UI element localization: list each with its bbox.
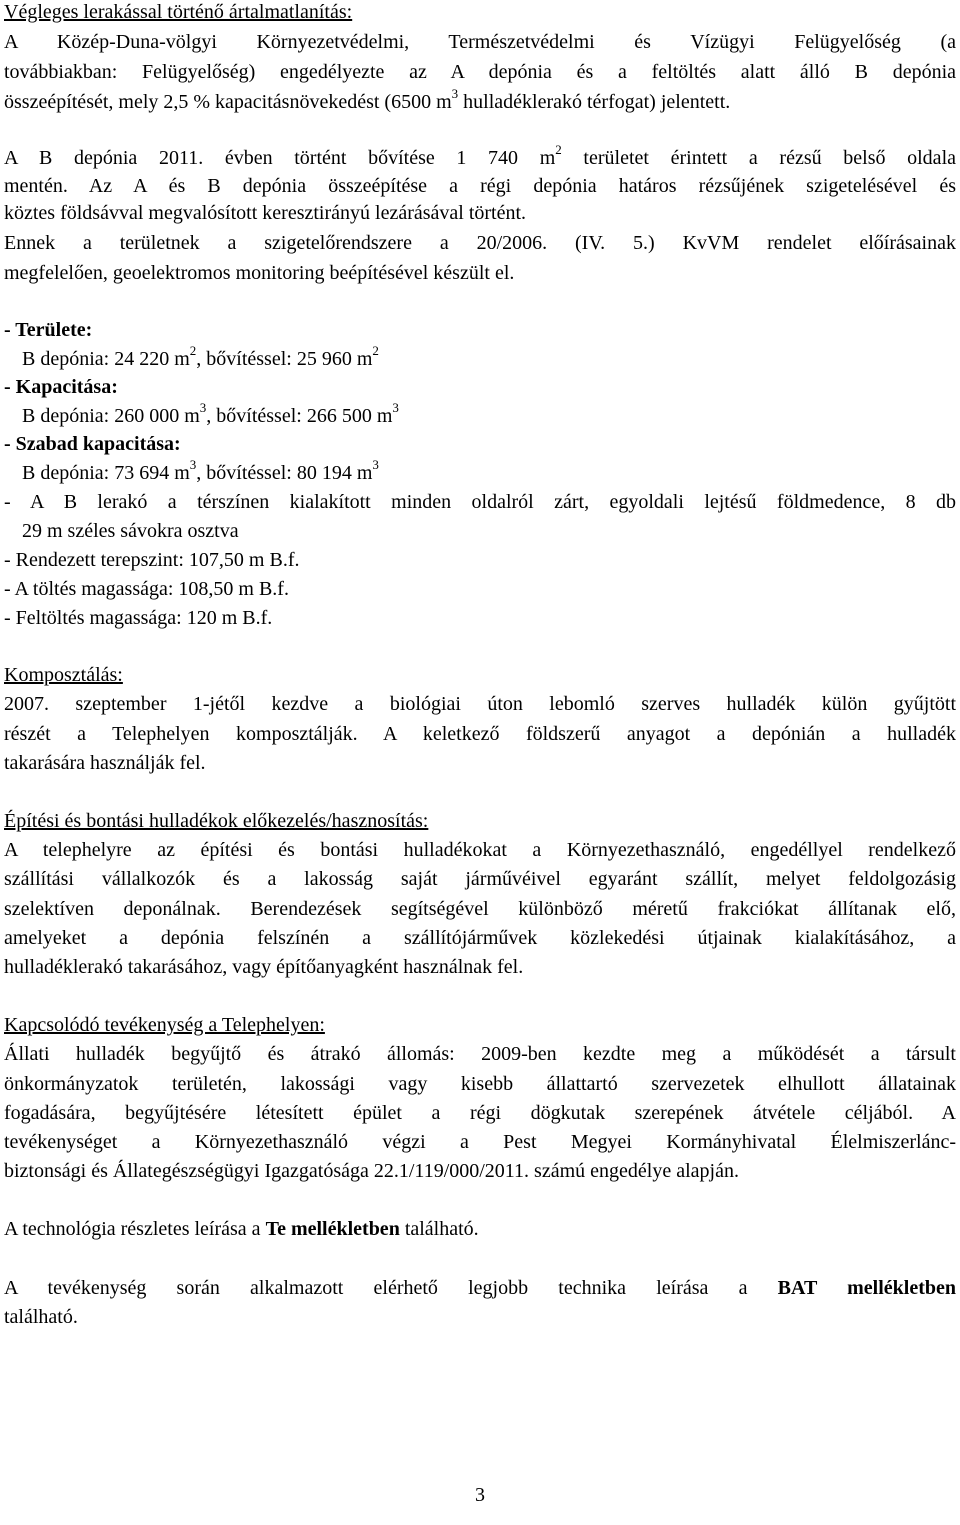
paragraph-line: köztes földsávval megvalósított keresztirányú lezárásával történt. — [4, 202, 527, 224]
spec-value-free-capacity: B depónia: 73 694 $m^3$, bővítéssel: 80 194 $m^3$ — [22, 457, 379, 484]
spec-label-area: - Területe: — [4, 319, 93, 341]
section-heading-final-disposal: Végleges lerakással történő ártalmatlanítás: — [4, 1, 353, 23]
technology-note: A technológia részletes leírása a Te mellékletben található. — [4, 1218, 479, 1240]
paragraph-line: megfelelően, geoelektromos monitoring beépítésével készült el. — [4, 262, 515, 284]
paragraph-line: 2007. szeptember 1-jétől kezdve a biológiai úton lebomló szerves hulladék külön gyűjtött — [4, 693, 956, 715]
section-heading-construction-waste: Építési és bontási hulladékok előkezelés/hasznosítás: — [4, 810, 429, 832]
paragraph-line: A B depónia 2011. évben történt bővítése 1 740 $m^2$ területet érintett a rézsű belső oldala — [4, 142, 956, 169]
spec-label-capacity: - Kapacitása: — [4, 376, 118, 398]
spec-label-free-capacity: - Szabad kapacitása: — [4, 433, 181, 455]
paragraph-line: amelyeket a depónia felszínén a szállítójárművek közlekedési útjainak kialakításához, a — [4, 927, 956, 949]
section-heading-composting: Komposztálás: — [4, 664, 123, 686]
page-number: 3 — [475, 1484, 485, 1506]
paragraph-line: Állati hulladék begyűjtő és átrakó állomás: 2009-ben kezdte meg a működését a társult — [4, 1043, 956, 1065]
spec-bullet-landfill: - A B lerakó a térszínen kialakított minden oldalról zárt, egyoldali lejtésű földmedence, 8 db — [4, 491, 956, 513]
spec-bullet-landfill-cont: 29 m széles sávokra osztva — [22, 520, 239, 542]
bat-note: A tevékenység során alkalmazott elérhető legjobb technika leírása a BAT mellékletben — [4, 1277, 956, 1299]
spec-value-capacity: B depónia: 260 000 $m^3$, bővítéssel: 266 500 $m^3$ — [22, 400, 399, 427]
paragraph-line: szállítási vállalkozók és a lakosság saját járművéivel egyaránt szállít, melyet feldolgozásig — [4, 868, 956, 890]
paragraph-line: tevékenységet a Környezethasználó végzi a Pest Megyei Kormányhivatal Élelmiszerlánc- — [4, 1131, 956, 1153]
paragraph-line: takarására használják fel. — [4, 752, 206, 774]
paragraph-line: részét a Telephelyen komposztálják. A keletkező földszerű anyagot a depónián a hulladék — [4, 723, 956, 745]
section-heading-related-activity: Kapcsolódó tevékenység a Telephelyen: — [4, 1014, 325, 1036]
paragraph-line: önkormányzatok területén, lakossági vagy kisebb állattartó szervezetek elhullott állatainak — [4, 1073, 956, 1095]
paragraph-line: továbbiakban: Felügyelőség) engedélyezte az A depónia és a feltöltés alatt álló B depónia — [4, 61, 956, 83]
spec-bullet-fill-height: - Feltöltés magassága: 120 m B.f. — [4, 607, 273, 629]
paragraph-line: biztonsági és Állategészségügyi Igazgatósága 22.1/119/000/2011. számú engedélye alapján. — [4, 1160, 739, 1182]
spec-bullet-terrain-level: - Rendezett terepszint: 107,50 m B.f. — [4, 549, 300, 571]
spec-bullet-embankment-height: - A töltés magassága: 108,50 m B.f. — [4, 578, 289, 600]
paragraph-line: Ennek a területnek a szigetelőrendszere a 20/2006. (IV. 5.) KvVM rendelet előírásainak — [4, 232, 956, 254]
bat-note-cont: található. — [4, 1306, 78, 1328]
paragraph-line: szelektíven deponálnak. Berendezések segítségével különböző méretű frakciókat állítanak elő, — [4, 898, 956, 920]
paragraph-line: A Közép-Duna-völgyi Környezetvédelmi, Természetvédelmi és Vízügyi Felügyelőség (a — [4, 31, 956, 53]
paragraph-line: hulladéklerakó takarásához, vagy építőanyagként használnak fel. — [4, 956, 524, 978]
paragraph-line: mentén. Az A és B depónia összeépítése a régi depónia határos rézsűjének szigetelésével és — [4, 175, 956, 197]
spec-value-area: B depónia: 24 220 $m^2$, bővítéssel: 25 960 $m^2$ — [22, 343, 379, 370]
paragraph-line: összeépítését, mely 2,5 % kapacitásnövekedést (6500 $m^3$ hulladéklerakó térfogat) jelentett. — [4, 86, 731, 113]
paragraph-line: fogadására, begyűjtésére létesített épület a régi dögkutak szerepének átvétele céljából. A — [4, 1102, 956, 1124]
paragraph-line: A telephelyre az építési és bontási hulladékokat a Környezethasználó, engedéllyel rendelkező — [4, 839, 956, 861]
